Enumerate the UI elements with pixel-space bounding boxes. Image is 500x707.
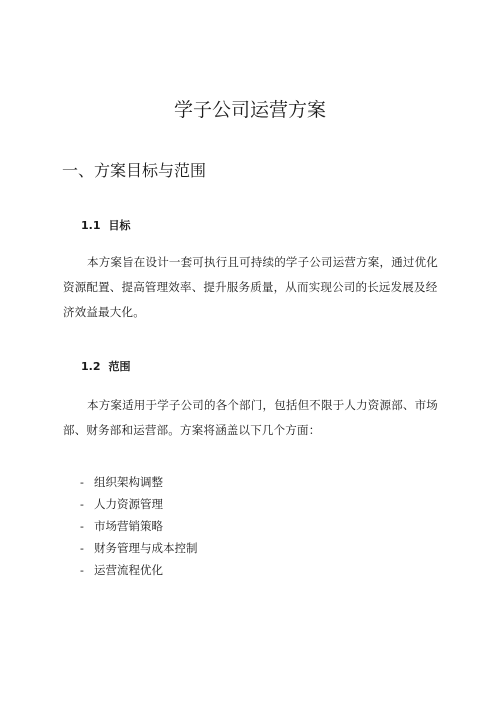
subsection-number: 1.2 — [81, 360, 101, 373]
subsection-heading-scope — [81, 359, 131, 375]
list-item: - 运营流程优化 — [80, 559, 198, 581]
list-item: - 财务管理与成本控制 — [80, 537, 198, 559]
list-marker: - — [80, 475, 84, 489]
list-item: - 组织架构调整 — [80, 471, 198, 493]
list-item: - 人力资源管理 — [80, 493, 198, 515]
list-marker: - — [80, 541, 84, 555]
subsection-title: 目标 — [108, 219, 131, 232]
section-heading: 一、方案目标与范围 — [62, 161, 207, 180]
scope-list — [80, 471, 198, 581]
subsection-title: 范围 — [108, 360, 131, 373]
list-marker: - — [80, 519, 84, 533]
document-title: 学子公司运营方案 — [173, 99, 326, 121]
subsection-heading-goal — [81, 218, 131, 234]
list-marker: - — [80, 497, 84, 511]
list-marker: - — [80, 563, 84, 577]
subsection-number: 1.1 — [81, 219, 101, 232]
goal-paragraph: 本方案旨在设计一套可执行且可持续的学子公司运营方案，通过优化资源配置、提高管理效率、提升服务质量，从而实现公司的长远发展及经济效益最大化。 — [63, 255, 438, 319]
scope-paragraph: 本方案适用于学子公司的各个部门，包括但不限于人力资源部、市场部、财务部和运营部。方案将涵盖以下几个方面： — [63, 398, 438, 437]
list-item: - 市场营销策略 — [80, 515, 198, 537]
